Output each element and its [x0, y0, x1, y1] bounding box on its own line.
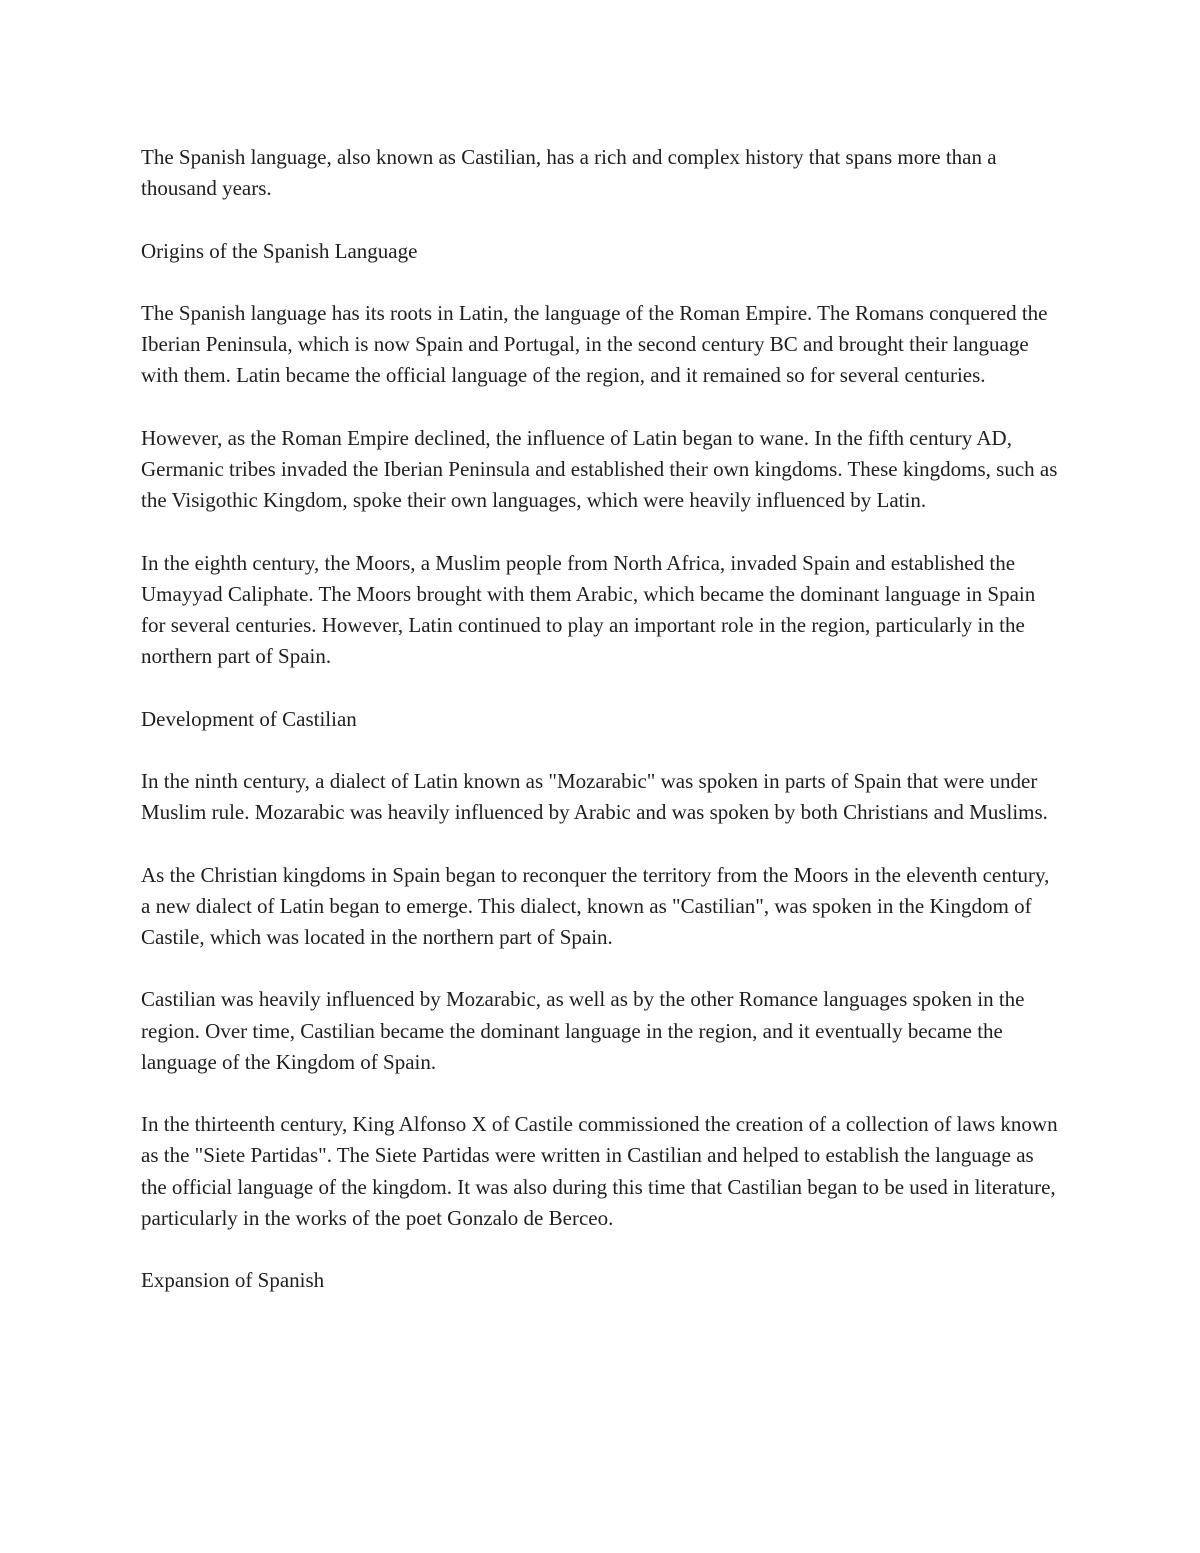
section-heading-expansion: Expansion of Spanish: [141, 1268, 325, 1293]
section-heading-development: Development of Castilian: [141, 706, 357, 731]
intro-paragraph: The Spanish language, also known as Castilian, has a rich and complex history that spans more than a thousand years.: [141, 145, 997, 201]
development-paragraph-3: Castilian was heavily influenced by Mozarabic, as well as by the other Romance languages spoken in the region. Over time, Castilian became the dominant language in the region, and it eventually became the language of the Kingdom of Spain.: [141, 987, 1025, 1074]
origins-paragraph-1: The Spanish language has its roots in Latin, the language of the Roman Empire. The Romans conquered the Iberian Peninsula, which is now Spain and Portugal, in the second century BC and brought their language with them. Latin became the official language of the region, and it remained so for several centuries.: [141, 300, 1048, 388]
origins-paragraph-3: In the eighth century, the Moors, a Muslim people from North Africa, invaded Spain and established the Umayyad Caliphate. The Moors brought with them Arabic, which became the dominant language in Spain for several centuries. However, Latin continued to play an important role in the region, particularly in the northern part of Spain.: [141, 550, 1036, 669]
development-paragraph-4: In the thirteenth century, King Alfonso X of Castile commissioned the creation of a collection of laws known as the "Siete Partidas". The Siete Partidas were written in Castilian and helped to establish the language as the official language of the kingdom. It was also during this time that Castilian began to be used in literature, particularly in the works of the poet Gonzalo de Berceo.: [141, 1112, 1058, 1230]
development-paragraph-1: In the ninth century, a dialect of Latin known as "Mozarabic" was spoken in parts of Spain that were under Muslim rule. Mozarabic was heavily influenced by Arabic and was spoken by both Christians and Muslims.: [141, 768, 1048, 825]
document-body: [141, 142, 1061, 1328]
origins-paragraph-2: However, as the Roman Empire declined, the influence of Latin began to wane. In the fifth century AD, Germanic tribes invaded the Iberian Peninsula and established their own kingdoms. These kingdoms, such as the Visigothic Kingdom, spoke their own languages, which were heavily influenced by Latin.: [141, 425, 1058, 513]
section-heading-origins: Origins of the Spanish Language: [141, 238, 418, 263]
development-paragraph-2: As the Christian kingdoms in Spain began to reconquer the territory from the Moors in the eleventh century, a new dialect of Latin began to emerge. This dialect, known as "Castilian", was spoken in the Kingdom of Castile, which was located in the northern part of Spain.: [141, 862, 1050, 949]
